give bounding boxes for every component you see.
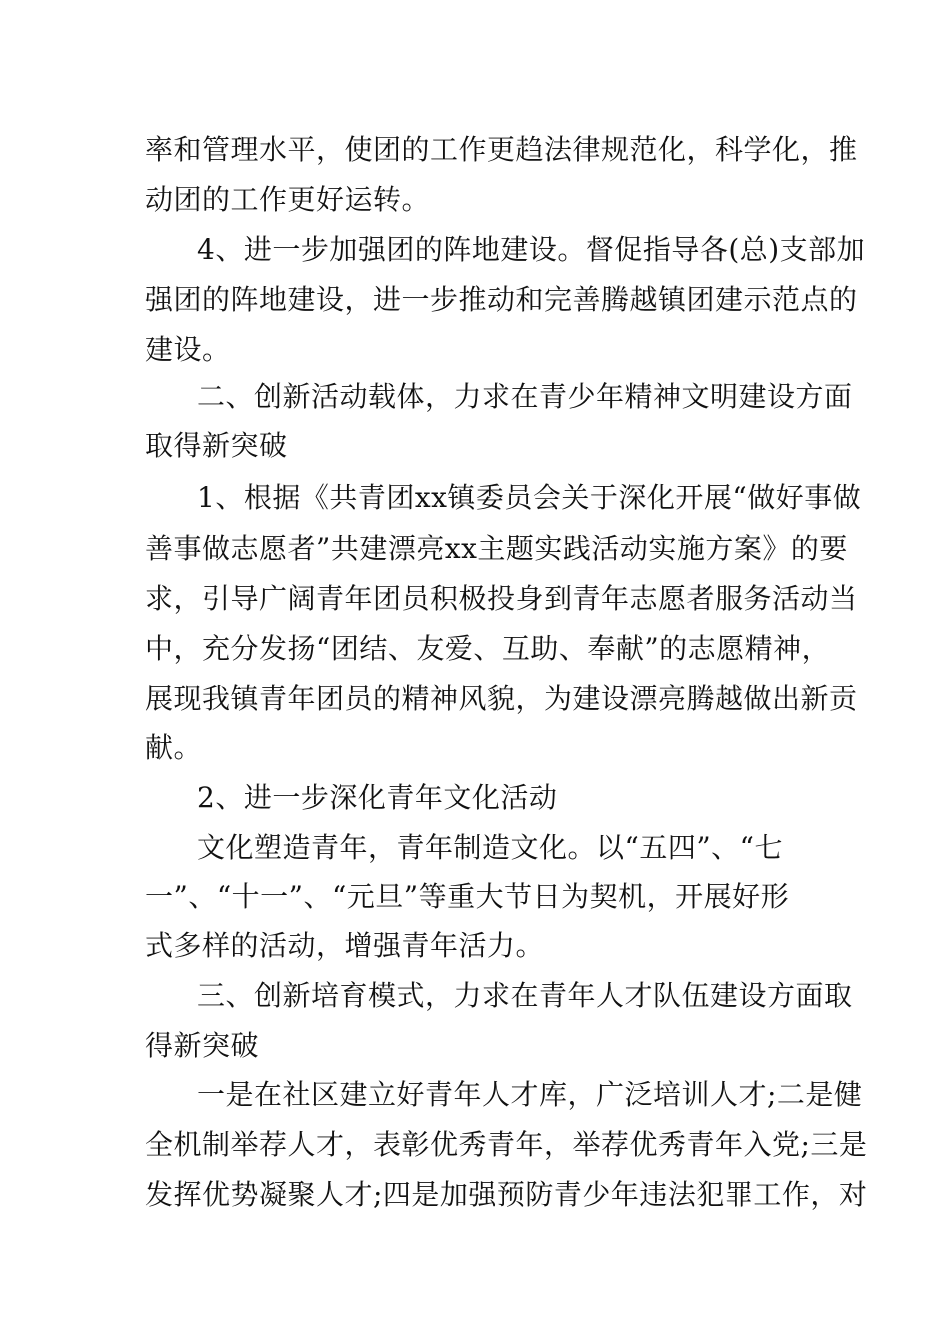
text-line: 献。 [145, 731, 203, 764]
section-heading: 二、创新活动载体，力求在青少年精神文明建设方面 [197, 380, 853, 413]
section-heading: 三、创新培育模式，力求在青年人才队伍建设方面取 [197, 979, 853, 1012]
text-line: 4、进一步加强团的阵地建设。督促指导各(总)支部加 [197, 233, 866, 266]
text-line: 善事做志愿者”共建漂亮xx主题实践活动实施方案》的要 [145, 532, 848, 565]
section-heading: 取得新突破 [145, 429, 288, 462]
text-line: 强团的阵地建设，进一步推动和完善腾越镇团建示范点的 [145, 283, 858, 316]
text-line: 发挥优势凝聚人才;四是加强预防青少年违法犯罪工作，对 [145, 1178, 868, 1211]
text-line: 率和管理水平，使团的工作更趋法律规范化，科学化，推 [145, 133, 858, 166]
text-line: 文化塑造青年，青年制造文化。以“五四”、“七 [197, 831, 783, 864]
text-line: 全机制举荐人才，表彰优秀青年，举荐优秀青年入党;三是 [145, 1128, 868, 1161]
text-line: 一是在社区建立好青年人才库，广泛培训人才;二是健 [197, 1078, 863, 1111]
text-line: 建设。 [145, 333, 231, 366]
text-line: 展现我镇青年团员的精神风貌，为建设漂亮腾越做出新贡 [145, 682, 858, 715]
text-line: 式多样的活动，增强青年活力。 [145, 929, 545, 962]
text-line: 一”、“十一”、“元旦”等重大节日为契机，开展好形 [145, 880, 790, 913]
text-line: 1、根据《共青团xx镇委员会关于深化开展“做好事做 [197, 481, 862, 514]
text-line: 中，充分发扬“团结、友爱、互助、奉献”的志愿精神， [145, 632, 831, 665]
subsection-heading: 2、进一步深化青年文化活动 [197, 781, 558, 814]
section-heading: 得新突破 [145, 1029, 260, 1062]
text-line: 动团的工作更好运转。 [145, 183, 431, 216]
text-line: 求，引导广阔青年团员积极投身到青年志愿者服务活动当 [145, 582, 858, 615]
